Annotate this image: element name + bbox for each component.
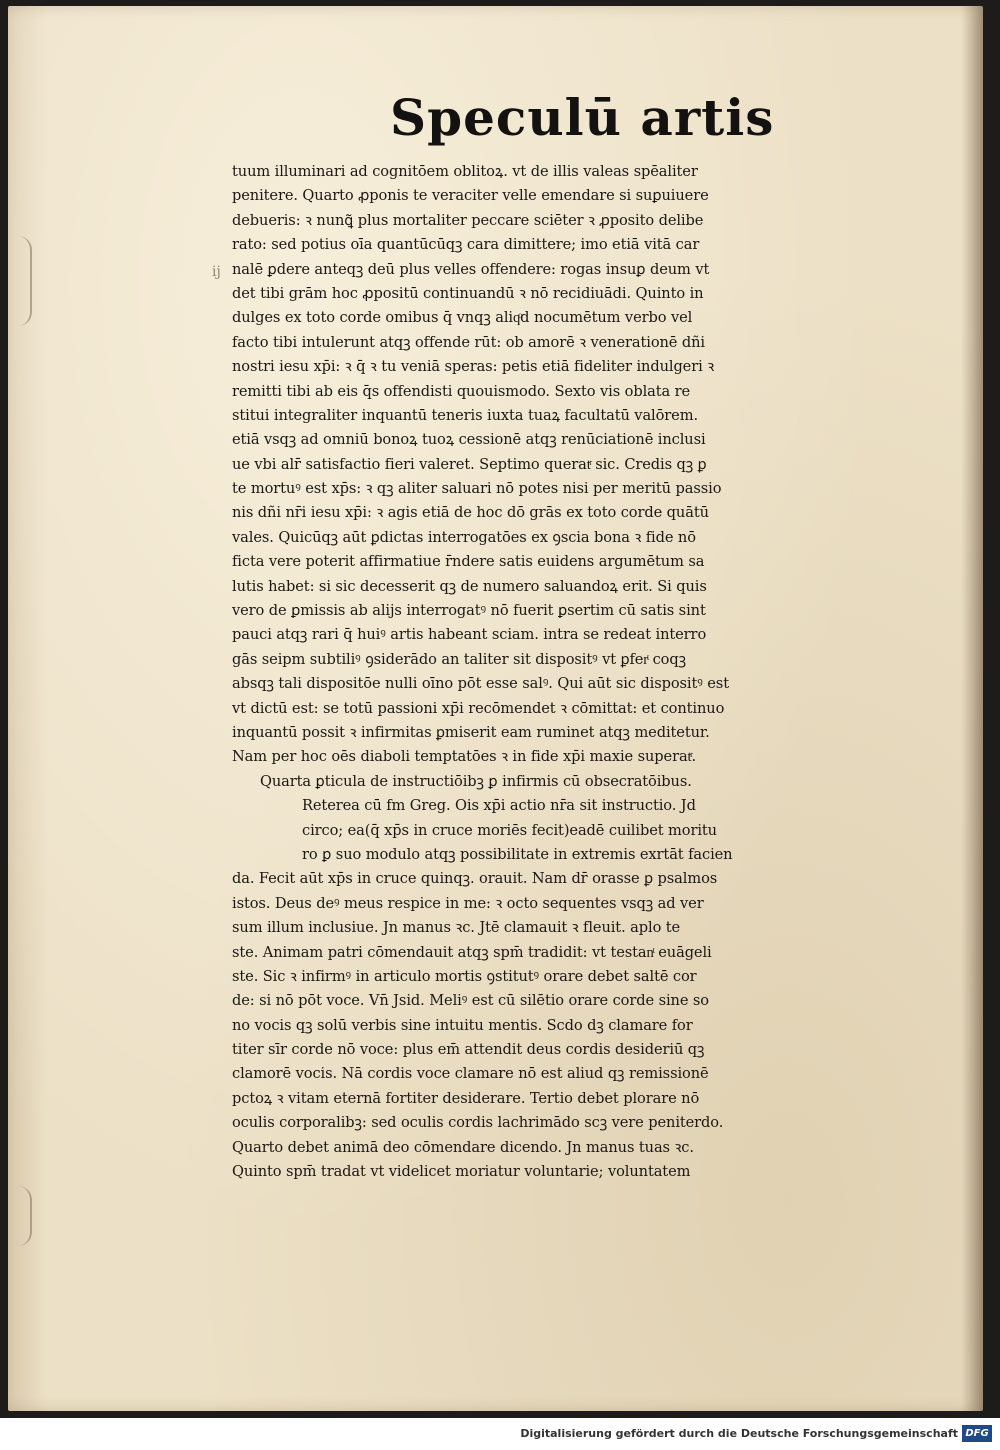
text-line: de: si nō pōt voce. Vn̄ Jsid. Meliꝰ est cū silētio orare corde sine so: [232, 992, 709, 1010]
text-line: da. Fecit aūt xp̄s in cruce quinqꝫ. orauit. Nam dr̄ orasse ꝑ psalmos: [232, 870, 718, 888]
text-line: ste. Animam patri cōmendauit atqꝫ spm̄ tradidit: vt testanͭ euāgeli: [232, 943, 712, 961]
margin-mark: ij: [212, 264, 221, 280]
text-line: debueris: ꝛ nunꝗ͂ plus mortaliter peccare sciēter ꝛ ꝓposito delibe: [232, 211, 704, 229]
text-line: stitui integraliter inquantū teneris iuxta tuaꝝ facultatū valōrem.: [232, 406, 698, 424]
text-line: te mortuꝰ est xp̄s: ꝛ qꝫ aliter saluari nō potes nisi per meritū passio: [232, 480, 722, 498]
text-line: facto tibi intulerunt atqꝫ offende rūt: ob amorē ꝛ venerationē dñi: [232, 333, 705, 351]
text-line: penitere. Quarto ꝓponis te veraciter velle emendare si suꝑuiuere: [232, 187, 709, 205]
text-line: ue vbi alr̄ satisfactio fieri valeret. Septimo queratͬ sic. Credis qꝫ ꝑ: [232, 455, 707, 473]
text-line: ro ꝑ suo modulo atqꝫ possibilitate in extremis exrtāt facien: [302, 845, 733, 863]
text-line: dulges ex toto corde omibus q̄ vnqꝫ aliqͦd nocumētum verbo vel: [232, 309, 693, 327]
binding-mark-lower: [8, 1186, 32, 1246]
text-line: ste. Sic ꝛ infirmꝰ in articulo mortis ꝯstitutꝰ orare debet saltē cor: [232, 967, 697, 985]
text-line: rato: sed potius oīa quantūcūqꝫ cara dimittere; imo etiā vitā car: [232, 236, 700, 254]
text-line: vero de ꝑmissis ab alijs interrogatꝰ nō fuerit ꝑsertim cū satis sint: [232, 602, 706, 620]
text-line: inquantū possit ꝛ infirmitas ꝑmiserit eam ruminet atqꝫ meditetur.: [232, 723, 710, 741]
text-line: det tibi grām hoc ꝓpositū continuandū ꝛ nō recidiuādi. Quinto in: [232, 284, 704, 302]
text-line: etiā vsqꝫ ad omniū bonoꝝ tuoꝝ cessionē atqꝫ renūciationē inclusi: [232, 431, 706, 449]
text-line: istos. Deus deꝰ meus respice in me: ꝛ octo sequentes vsqꝫ ad ver: [232, 894, 704, 912]
text-line: titer sīr corde nō voce: plus em̄ attendit deus cordis desideriū qꝫ: [232, 1041, 705, 1059]
page-fold-shadow: [961, 6, 983, 1411]
text-line: clamorē vocis. Nā cordis voce clamare nō est aliud qꝫ remissionē: [232, 1065, 709, 1083]
text-line: nis dñi nr̄i iesu xp̄i: ꝛ agis etiā de hoc dō grās ex toto corde quātū: [232, 504, 709, 522]
dfg-logo: DFG: [962, 1425, 992, 1442]
text-line: ficta vere poterit affirmatiue r̄ndere satis euidens argumētum sa: [232, 553, 705, 571]
text-line: vt dictū est: se totū passioni xp̄i recōmendet ꝛ cōmittat: et continuo: [232, 699, 725, 717]
running-title: Speculū artis: [390, 88, 775, 147]
text-line: gās seipm subtiliꝰ ꝯsiderādo an taliter sit dispositꝰ vt ꝑferͭ coqꝫ: [232, 650, 686, 668]
text-line: remitti tibi ab eis q̄s offendisti quouismodo. Sexto vis oblata re: [232, 382, 691, 400]
text-line: nalē ꝑdere anteqꝫ deū plus velles offendere: rogas insuꝑ deum vt: [232, 260, 710, 278]
text-line: circo; ea(q̄ xp̄s in cruce moriēs fecit)eadē cuilibet moritu: [302, 821, 717, 839]
text-line: oculis corporalibꝫ: sed oculis cordis lachrimādo scꝫ vere peniterdo.: [232, 1114, 724, 1132]
footer-bar: [0, 1418, 1000, 1450]
binding-mark-upper: [8, 236, 32, 326]
text-block: [232, 160, 880, 1184]
text-line: pctoꝝ ꝛ vitam eternā fortiter desiderare. Tertio debet plorare nō: [232, 1089, 700, 1107]
text-line: sum illum inclusiue. Jn manus ꝛc. Jtē clamauit ꝛ fleuit. aplo te: [232, 919, 681, 937]
text-line: no vocis qꝫ solū verbis sine intuitu mentis. Scdo dꝫ clamare for: [232, 1016, 693, 1034]
text-line: absqꝫ tali dispositōe nulli oīno pōt esse salꝰ. Qui aūt sic dispositꝰ est: [232, 675, 729, 693]
text-line: pauci atqꝫ rari q̄ huiꝰ artis habeant sciam. intra se redeat interro: [232, 626, 707, 644]
text-line: nostri iesu xp̄i: ꝛ q̄ ꝛ tu veniā speras: petis etiā fideliter indulgeri ꝛ: [232, 358, 715, 376]
text-line: Nam per hoc oēs diaboli temptatōes ꝛ in fide xp̄i maxie superatͬ.: [232, 748, 697, 766]
text-line: Quarto debet animā deo cōmendare dicendo. Jn manus tuas ꝛc.: [232, 1138, 694, 1156]
text-line: tuum illuminari ad cognitōem oblitoꝝ. vt de illis valeas spēaliter: [232, 163, 698, 180]
text-line: lutis habet: si sic decesserit qꝫ de numero saluandoꝝ erit. Si quis: [232, 577, 707, 595]
text-line: Quinto spm̄ tradat vt videlicet moriatur voluntarie; voluntatem: [232, 1163, 691, 1181]
text-line: vales. Quicūqꝫ aūt ꝑdictas interrogatōes ex ꝯscia bona ꝛ fide nō: [232, 528, 696, 546]
text-line: Quarta ꝑticula de instructiōibꝫ ꝑ infirmis cū obsecratōibus.: [260, 772, 692, 790]
funding-credit: Digitalisierung gefördert durch die Deutsche Forschungsgemeinschaft: [520, 1427, 958, 1440]
text-line: Reterea cū fm Greg. Ois xp̄i actio nr̄a sit instructio. Jd: [302, 797, 696, 815]
